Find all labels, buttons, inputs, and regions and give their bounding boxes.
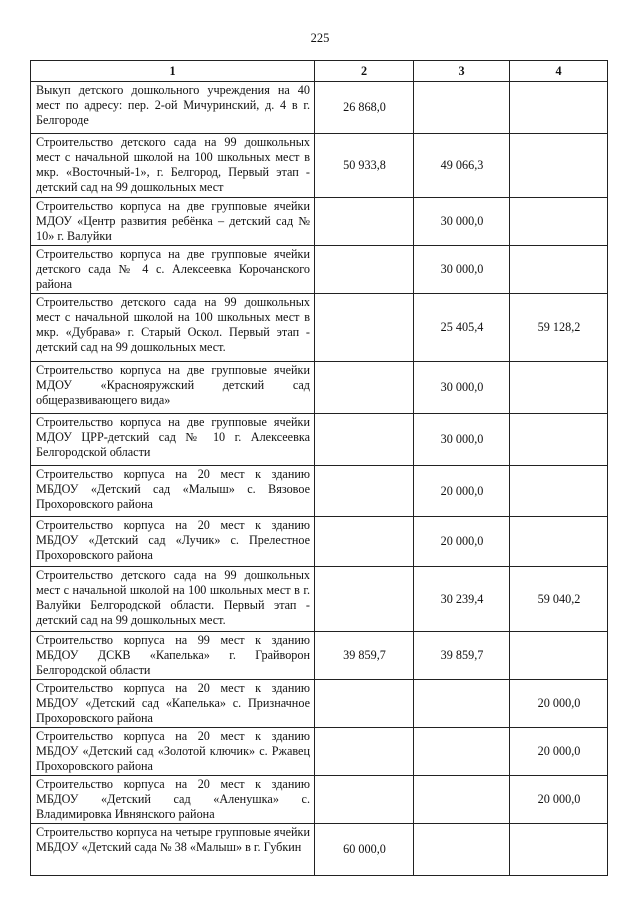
row-value-col-4 bbox=[510, 82, 608, 134]
row-value-col-2: 60 000,0 bbox=[315, 824, 414, 876]
row-value-col-3: 20 000,0 bbox=[414, 466, 510, 517]
row-value-col-4 bbox=[510, 362, 608, 414]
row-value-col-4: 20 000,0 bbox=[510, 728, 608, 776]
row-description: Строительство корпуса на 20 мест к зданию МБДОУ «Детский сад «Капелька» с. Призначное Прохоровского района bbox=[31, 680, 315, 728]
row-value-col-4 bbox=[510, 134, 608, 198]
row-value-col-2 bbox=[315, 466, 414, 517]
header-col-3: 3 bbox=[414, 61, 510, 82]
row-value-col-3: 30 000,0 bbox=[414, 362, 510, 414]
header-col-2: 2 bbox=[315, 61, 414, 82]
row-description: Строительство корпуса на четыре групповые ячейки МБДОУ «Детский сада № 38 «Малыш» в г. Губкин bbox=[31, 824, 315, 876]
row-description: Выкуп детского дошкольного учреждения на 40 мест по адресу: пер. 2-ой Мичуринский, д. 4 в г. Белгороде bbox=[31, 82, 315, 134]
row-value-col-3 bbox=[414, 680, 510, 728]
row-value-col-4 bbox=[510, 517, 608, 567]
row-description: Строительство корпуса на 99 мест к зданию МБДОУ ДСКВ «Капелька» г. Грайворон Белгородской области bbox=[31, 632, 315, 680]
table-row bbox=[31, 82, 608, 134]
table-row bbox=[31, 517, 608, 567]
table-row bbox=[31, 567, 608, 632]
row-value-col-2 bbox=[315, 517, 414, 567]
table-row bbox=[31, 362, 608, 414]
row-description: Строительство корпуса на две групповые ячейки МДОУ ЦРР-детский сад № 10 г. Алексеевка Белгородской области bbox=[31, 414, 315, 466]
row-description: Строительство корпуса на 20 мест к зданию МБДОУ «Детский сад «Золотой ключик» с. Ржавец Прохоровского района bbox=[31, 728, 315, 776]
row-description: Строительство корпуса на 20 мест к зданию МБДОУ «Детский сад «Малыш» с. Вязовое Прохоровского района bbox=[31, 466, 315, 517]
table-row bbox=[31, 466, 608, 517]
table-row bbox=[31, 728, 608, 776]
row-value-col-2 bbox=[315, 362, 414, 414]
row-description: Строительство детского сада на 99 дошкольных мест с начальной школой на 100 школьных мест в мкр. «Восточный-1», г. Белгород, Первый этап - детский сад на 99 дошкольных мест bbox=[31, 134, 315, 198]
table-row bbox=[31, 246, 608, 294]
row-value-col-2 bbox=[315, 776, 414, 824]
table-row bbox=[31, 134, 608, 198]
row-value-col-4 bbox=[510, 466, 608, 517]
row-value-col-2 bbox=[315, 294, 414, 362]
row-value-col-3 bbox=[414, 776, 510, 824]
row-value-col-4: 59 040,2 bbox=[510, 567, 608, 632]
row-value-col-3: 30 239,4 bbox=[414, 567, 510, 632]
row-value-col-3: 30 000,0 bbox=[414, 414, 510, 466]
page-number: 225 bbox=[310, 31, 330, 45]
row-value-col-3: 20 000,0 bbox=[414, 517, 510, 567]
row-value-col-4 bbox=[510, 632, 608, 680]
row-value-col-4 bbox=[510, 414, 608, 466]
row-value-col-2: 26 868,0 bbox=[315, 82, 414, 134]
table-row bbox=[31, 414, 608, 466]
row-value-col-3: 30 000,0 bbox=[414, 246, 510, 294]
row-value-col-4: 20 000,0 bbox=[510, 776, 608, 824]
table-row bbox=[31, 294, 608, 362]
row-description: Строительство корпуса на 20 мест к зданию МБДОУ «Детский сад «Лучик» с. Прелестное Прохоровского района bbox=[31, 517, 315, 567]
row-value-col-2 bbox=[315, 680, 414, 728]
row-value-col-4: 59 128,2 bbox=[510, 294, 608, 362]
row-value-col-4 bbox=[510, 824, 608, 876]
table-row bbox=[31, 776, 608, 824]
row-description: Строительство корпуса на две групповые ячейки МДОУ «Центр развития ребёнка – детский сад № 10» г. Валуйки bbox=[31, 198, 315, 246]
row-description: Строительство детского сада на 99 дошкольных мест с начальной школой на 100 школьных мест в мкр. «Дубрава» г. Старый Оскол. Первый этап - детский сад на 99 дошкольных мест. bbox=[31, 294, 315, 362]
row-description: Строительство детского сада на 99 дошкольных мест с начальной школой на 100 школьных мест в г. Валуйки Белгородской области. Первый этап - детский сад на 99 дошкольных мест. bbox=[31, 567, 315, 632]
table-row bbox=[31, 632, 608, 680]
row-value-col-3 bbox=[414, 728, 510, 776]
row-value-col-2 bbox=[315, 728, 414, 776]
funding-table bbox=[30, 60, 608, 876]
row-value-col-2 bbox=[315, 198, 414, 246]
row-description: Строительство корпуса на две групповые ячейки детского сада № 4 с. Алексеевка Корочанского района bbox=[31, 246, 315, 294]
row-value-col-2 bbox=[315, 414, 414, 466]
header-col-4: 4 bbox=[510, 61, 608, 82]
row-value-col-3: 49 066,3 bbox=[414, 134, 510, 198]
row-description: Строительство корпуса на 20 мест к зданию МБДОУ «Детский сад «Аленушка» с. Владимировка Ивнянского района bbox=[31, 776, 315, 824]
row-value-col-2: 39 859,7 bbox=[315, 632, 414, 680]
row-value-col-2 bbox=[315, 567, 414, 632]
row-value-col-3: 25 405,4 bbox=[414, 294, 510, 362]
table-row bbox=[31, 680, 608, 728]
row-value-col-3: 39 859,7 bbox=[414, 632, 510, 680]
header-col-1: 1 bbox=[31, 61, 315, 82]
row-description: Строительство корпуса на две групповые ячейки МДОУ «Краснояружский детский сад общеразвивающего вида» bbox=[31, 362, 315, 414]
row-value-col-3: 30 000,0 bbox=[414, 198, 510, 246]
row-value-col-4 bbox=[510, 246, 608, 294]
row-value-col-4 bbox=[510, 198, 608, 246]
row-value-col-2: 50 933,8 bbox=[315, 134, 414, 198]
header-row bbox=[31, 61, 608, 82]
row-value-col-4: 20 000,0 bbox=[510, 680, 608, 728]
row-value-col-3 bbox=[414, 82, 510, 134]
row-value-col-3 bbox=[414, 824, 510, 876]
table-row bbox=[31, 824, 608, 876]
table-row bbox=[31, 198, 608, 246]
row-value-col-2 bbox=[315, 246, 414, 294]
